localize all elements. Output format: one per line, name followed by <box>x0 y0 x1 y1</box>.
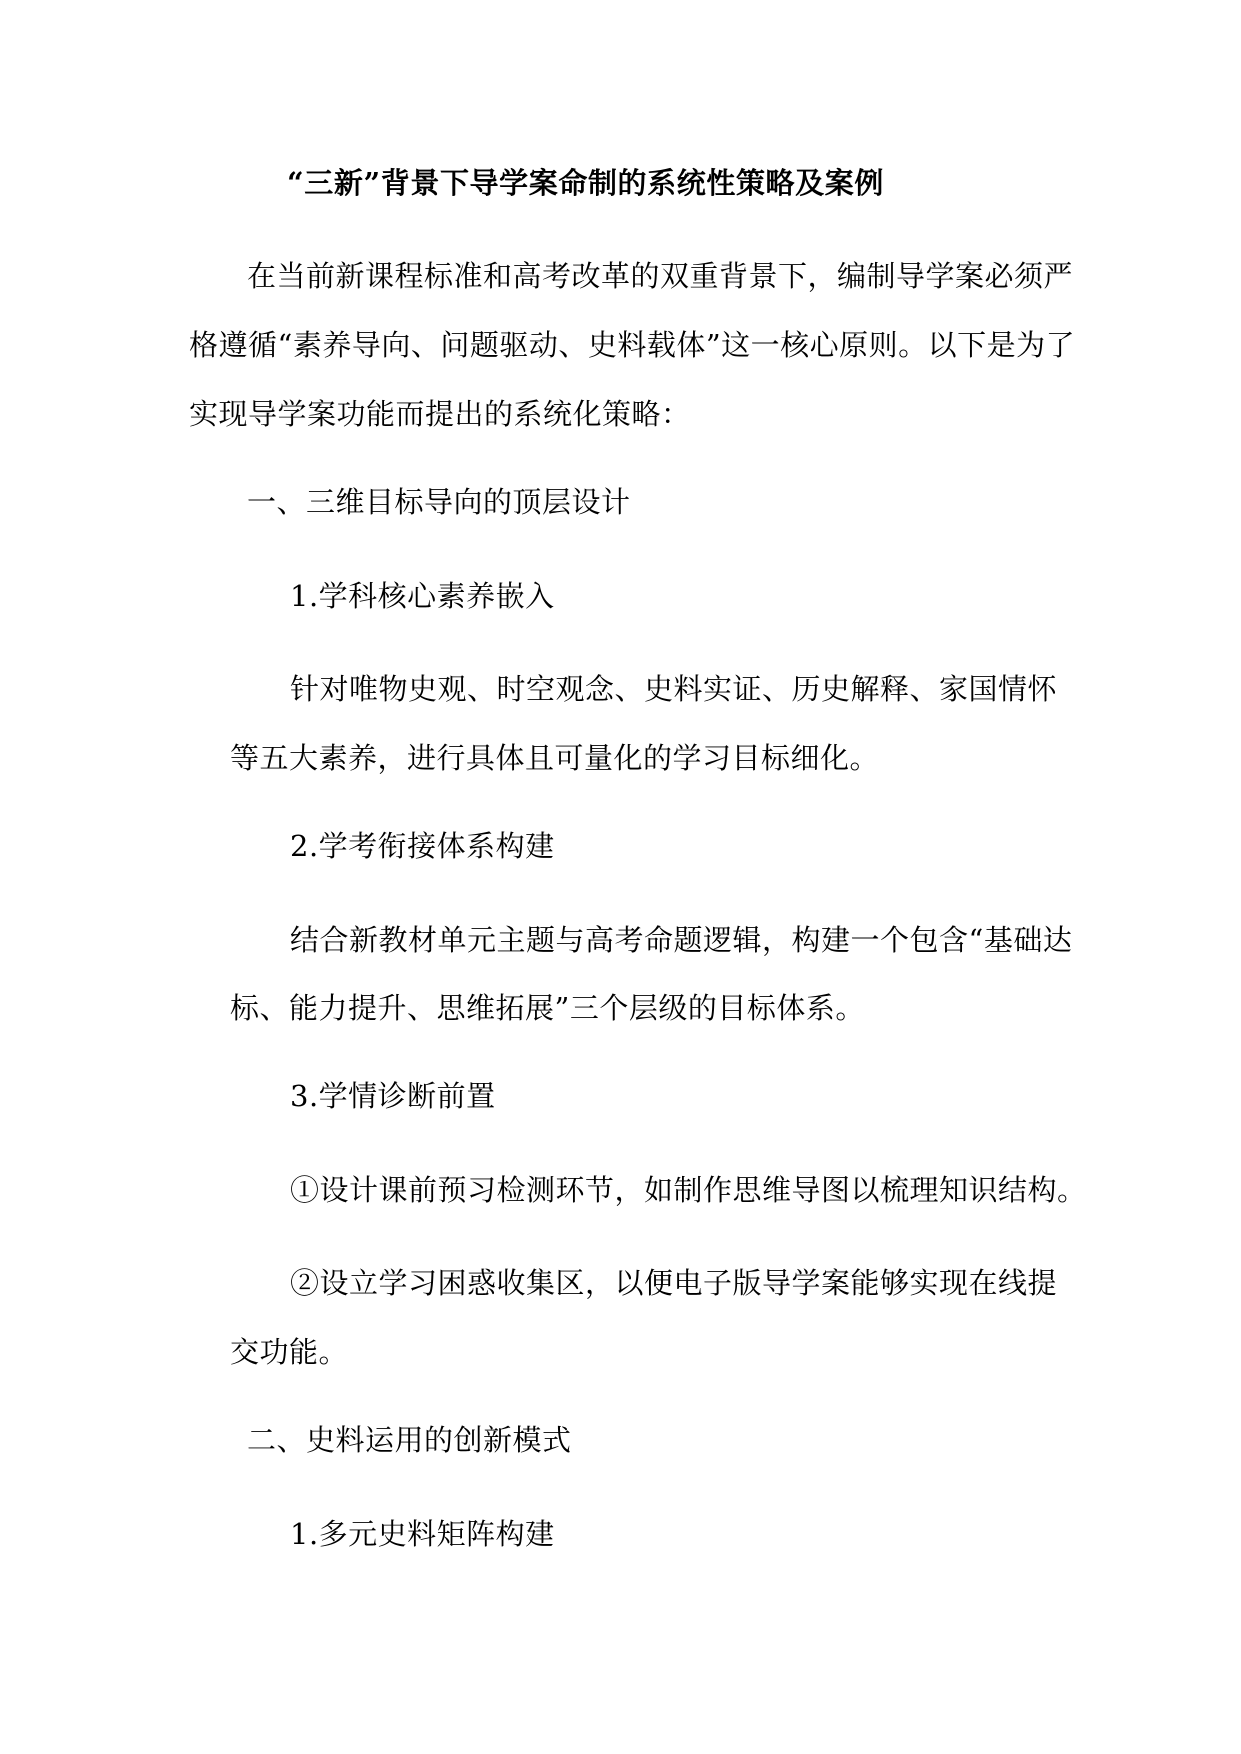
section-1-item-1-line-1: 针对唯物史观、时空观念、史料实证、历史解释、家国情怀 <box>290 672 1058 706</box>
section-1-item-2-heading: 2.学考衔接体系构建 <box>290 829 555 863</box>
section-1-item-2-line-2: 标、能力提升、思维拓展”三个层级的目标体系。 <box>230 991 865 1025</box>
section-1-item-1-line-2: 等五大素养，进行具体且可量化的学习目标细化。 <box>230 741 880 775</box>
intro-line-3: 实现导学案功能而提出的系统化策略： <box>189 397 691 431</box>
section-1-item-3-heading: 3.学情诊断前置 <box>290 1079 496 1113</box>
intro-line-1: 在当前新课程标准和高考改革的双重背景下，编制导学案必须严 <box>247 259 1074 293</box>
section-1-item-1-heading: 1.学科核心素养嵌入 <box>290 579 555 613</box>
section-2-heading: 二、史料运用的创新模式 <box>247 1423 572 1457</box>
section-1-item-3-point-2-line-1: ②设立学习困惑收集区，以便电子版导学案能够实现在线提 <box>290 1266 1058 1300</box>
section-1-item-2-line-1: 结合新教材单元主题与高考命题逻辑，构建一个包含“基础达 <box>290 923 1073 957</box>
section-2-item-1-heading: 1.多元史料矩阵构建 <box>290 1517 555 1551</box>
section-1-heading: 一、三维目标导向的顶层设计 <box>247 485 631 519</box>
section-1-item-3-point-2-line-2: 交功能。 <box>230 1335 349 1369</box>
section-1-item-3-point-1: ①设计课前预习检测环节，如制作思维导图以梳理知识结构。 <box>290 1173 1087 1207</box>
intro-line-2: 格遵循“素养导向、问题驱动、史料载体”这一核心原则。以下是为了 <box>189 328 1076 362</box>
document-title: “三新”背景下导学案命制的系统性策略及案例 <box>287 166 884 200</box>
